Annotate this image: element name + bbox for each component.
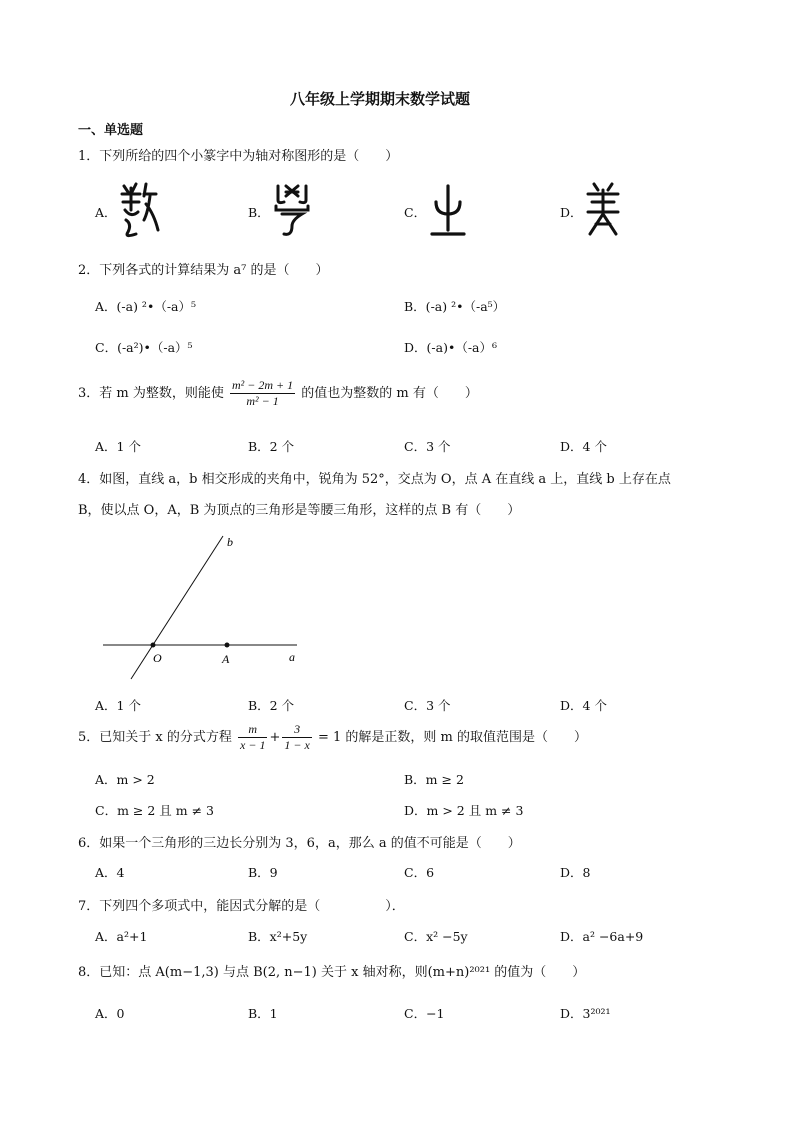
q1-option-b[interactable]: B．	[248, 205, 270, 220]
q5-fraction-1-numerator: m	[238, 722, 267, 738]
q7-option-a[interactable]: A．a²+1	[95, 929, 148, 944]
question-6-stem: 6．如果一个三角形的三边长分别为 3，6，a，那么 a 的值不可能是（ ）	[78, 836, 521, 851]
q3-stem-post: 的值也为整数的 m 有（ ）	[301, 386, 478, 401]
q4-figure	[95, 532, 310, 682]
seal-character-sheng-icon	[428, 180, 468, 240]
question-1-stem: 1．下列所给的四个小篆字中为轴对称图形的是（ ）	[78, 149, 399, 164]
q3-fraction-denominator: m² − 1	[246, 394, 279, 408]
q6-option-c[interactable]: C．6	[404, 865, 435, 880]
question-8-stem: 8．已知：点 A(m−1,3) 与点 B(2, n−1) 关于 x 轴对称，则(m+n)²⁰²¹ 的值为（ ）	[78, 965, 586, 980]
label-a-line: a	[289, 650, 295, 664]
q6-option-a[interactable]: A．4	[95, 865, 125, 880]
question-5-stem	[78, 722, 587, 753]
q2-option-b[interactable]: B．(-a) ²•（-a⁵）	[404, 299, 506, 314]
q5-fraction-1	[238, 722, 267, 753]
q8-option-a[interactable]: A．0	[95, 1006, 125, 1021]
point-a	[225, 643, 230, 648]
question-2-stem: 2．下列各式的计算结果为 a⁷ 的是（ ）	[78, 263, 329, 278]
q3-stem-pre: 3．若 m 为整数，则能使	[78, 386, 224, 401]
q5-fraction-1-denominator: x − 1	[240, 738, 266, 752]
q8-option-d[interactable]: D．3²⁰²¹	[560, 1006, 611, 1021]
q3-option-c[interactable]: C．3 个	[404, 439, 451, 454]
q2-option-d[interactable]: D．(-a)•（-a）⁶	[404, 340, 498, 355]
question-4-stem-line1: 4．如图，直线 a，b 相交形成的夹角中，锐角为 52°，交点为 O，点 A 在直线 a 上，直线 b 上存在点	[78, 472, 671, 487]
seal-character-shu-icon	[118, 180, 160, 240]
q3-fraction-numerator: m² − 2m + 1	[232, 378, 294, 392]
seal-character-xue-icon	[272, 180, 312, 240]
q5-fraction-2	[282, 722, 311, 753]
q3-option-d[interactable]: D．4 个	[560, 439, 607, 454]
q5-stem-post: 的解是正数，则 m 的取值范围是（ ）	[345, 730, 587, 745]
q5-equals: = 1	[317, 730, 342, 745]
q3-option-a[interactable]: A．1 个	[95, 439, 141, 454]
q4-option-a[interactable]: A．1 个	[95, 698, 141, 713]
line-b	[131, 536, 223, 679]
label-o: O	[153, 651, 162, 665]
q7-option-b[interactable]: B．x²+5y	[248, 929, 308, 944]
question-7-stem: 7．下列四个多项式中，能因式分解的是（ ）．	[78, 899, 405, 914]
q4-option-d[interactable]: D．4 个	[560, 698, 607, 713]
q4-option-c[interactable]: C．3 个	[404, 698, 451, 713]
label-b: b	[227, 535, 233, 549]
q5-stem-pre: 5．已知关于 x 的分式方程	[78, 730, 232, 745]
label-a-point: A	[222, 652, 230, 666]
seal-character-mei-icon	[584, 180, 622, 240]
point-o	[151, 643, 156, 648]
q7-option-d[interactable]: D．a² −6a+9	[560, 929, 644, 944]
page-title: 八年级上学期期末数学试题	[290, 90, 471, 108]
q7-option-c[interactable]: C．x² −5y	[404, 929, 468, 944]
question-3-stem	[78, 378, 478, 409]
q5-fraction-2-numerator: 3	[282, 722, 311, 738]
q3-fraction	[230, 378, 295, 409]
q2-option-c[interactable]: C．(-a²)•（-a）⁵	[95, 340, 193, 355]
q5-option-d[interactable]: D．m > 2 且 m ≠ 3	[404, 803, 524, 818]
q5-option-a[interactable]: A．m > 2	[95, 772, 155, 787]
q4-option-b[interactable]: B．2 个	[248, 698, 295, 713]
q5-plus: +	[269, 730, 281, 745]
q2-option-a[interactable]: A．(-a) ²•（-a）⁵	[95, 299, 197, 314]
q8-option-b[interactable]: B．1	[248, 1006, 278, 1021]
q8-option-c[interactable]: C．−1	[404, 1006, 445, 1021]
q5-option-b[interactable]: B．m ≥ 2	[404, 772, 464, 787]
q6-option-d[interactable]: D．8	[560, 865, 591, 880]
q6-option-b[interactable]: B．9	[248, 865, 278, 880]
question-4-stem-line2: B，使以点 O，A，B 为顶点的三角形是等腰三角形，这样的点 B 有（ ）	[78, 503, 521, 518]
q1-option-d[interactable]: D．	[560, 205, 583, 220]
q3-option-b[interactable]: B．2 个	[248, 439, 295, 454]
q1-option-c[interactable]: C．	[404, 205, 427, 220]
q5-option-c[interactable]: C．m ≥ 2 且 m ≠ 3	[95, 803, 214, 818]
q5-fraction-2-denominator: 1 − x	[284, 738, 310, 752]
section-heading: 一、单选题	[78, 123, 144, 138]
q1-option-a[interactable]: A．	[95, 205, 117, 220]
